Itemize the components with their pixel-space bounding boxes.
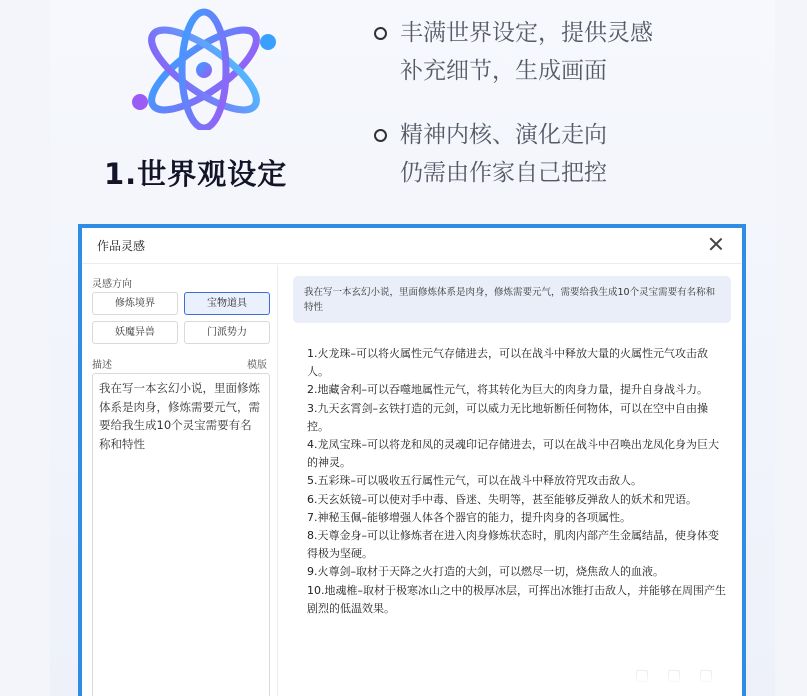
list-item: 3.九天玄霄剑–玄铁打造的元剑，可以威力无比地斩断任何物体，可以在空中自由操控。 [307, 401, 708, 433]
bullet-line: 仍需由作家自己把控 [400, 160, 607, 186]
inspiration-dialog [78, 224, 746, 696]
section-title: 1.世界观设定 [104, 157, 288, 191]
list-item: 1.火龙珠–可以将火属性元气存储进去，可以在战斗中释放大量的火属性元气攻击敌人。 [307, 347, 708, 379]
circle-bullet-icon [374, 27, 387, 40]
direction-chip-cultivation[interactable]: 修炼境界 [92, 292, 178, 315]
description-textarea[interactable]: 我在写一本玄幻小说，里面修炼体系是肉身，修炼需要元气，需要给我生成10个灵宝需要有名称和特性 [92, 373, 270, 696]
bullet-line: 丰满世界设定，提供灵感 [400, 20, 653, 46]
list-item: 5.五彩珠–可以吸收五行属性元气，可以在战斗中释放符咒攻击敌人。 [307, 474, 642, 488]
feature-bullets [372, 14, 653, 218]
desc-label: 描述 [92, 360, 112, 371]
circle-bullet-icon [374, 129, 387, 142]
prompt-bubble: 我在写一本玄幻小说，里面修炼体系是肉身，修炼需要元气，需要给我生成10个灵宝需要有名称和特性 [293, 276, 731, 323]
feature-bullet [372, 116, 653, 192]
template-link[interactable]: 模版 [247, 360, 267, 371]
list-item: 2.地藏舍利–可以吞噬地属性元气，将其转化为巨大的肉身力量，提升自身战斗力。 [307, 383, 708, 397]
list-item: 6.天玄妖镜–可以使对手中毒、昏迷、失明等，甚至能够反弹敌人的妖术和咒语。 [307, 492, 697, 506]
result-list [307, 345, 727, 618]
direction-chip-treasure[interactable]: 宝物道具 [184, 292, 270, 315]
bottom-fade [282, 656, 742, 696]
feature-bullet [372, 14, 653, 90]
list-item: 4.龙凤宝珠–可以将龙和凤的灵魂印记存储进去，可以在战斗中召唤出龙凤化身为巨大的神灵。 [307, 438, 719, 470]
list-item: 7.神秘玉佩–能够增强人体各个器官的能力，提升肉身的各项属性。 [307, 510, 631, 524]
list-item: 10.地魂椎–取材于极寒冰山之中的极厚冰层，可挥出冰锥打击敌人，并能够在周围产生剧烈的低温效果。 [307, 583, 726, 615]
left-panel [82, 265, 278, 696]
direction-chip-monster[interactable]: 妖魔异兽 [92, 321, 178, 344]
bullet-line: 补充细节，生成画面 [400, 58, 607, 84]
direction-chip-sect[interactable]: 门派势力 [184, 321, 270, 344]
direction-label: 灵感方向 [92, 279, 132, 290]
bullet-line: 精神内核、演化走向 [400, 122, 607, 148]
atom-logo-icon [128, 8, 278, 130]
dialog-title: 作品灵感 [97, 239, 146, 253]
close-icon[interactable] [708, 236, 724, 252]
list-item: 8.天尊金身–可以让修炼者在进入肉身修炼状态时，肌肉内部产生金属结晶，使身体变得极为坚硬。 [307, 529, 719, 561]
list-item: 9.火尊剑–取材于天降之火打造的大剑，可以燃尽一切，烧焦敌人的血液。 [307, 565, 664, 579]
dialog-header [82, 228, 742, 264]
